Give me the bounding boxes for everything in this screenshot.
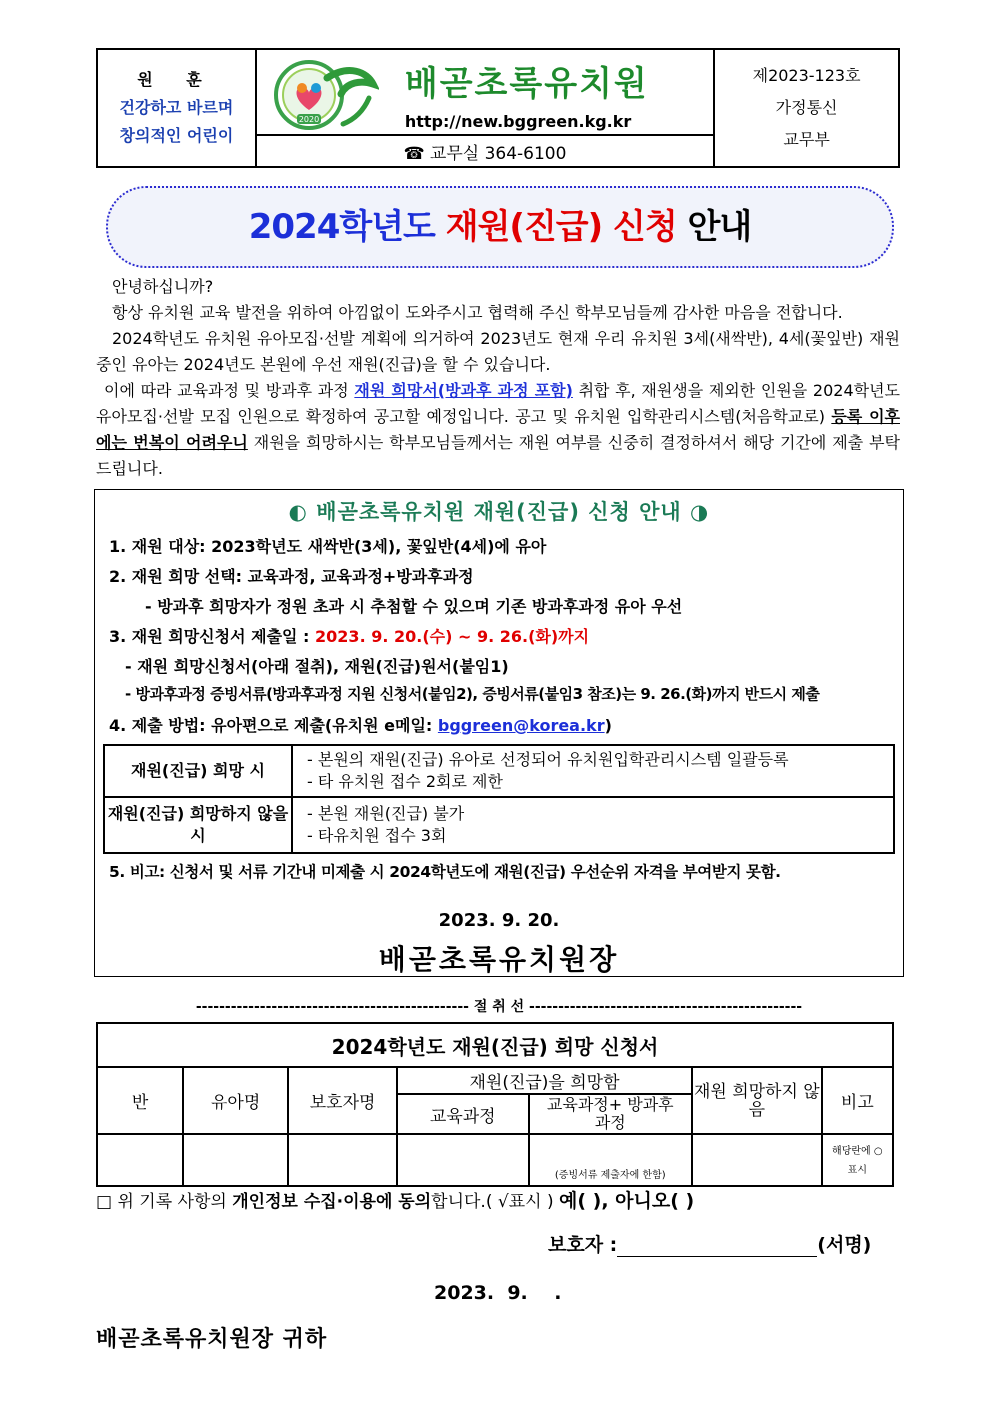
col-note: 비고 [822,1067,893,1134]
title-year: 2024학년도 [248,207,446,247]
guide-item-2-sub: - 방과후 희망자가 정원 초과 시 추첨할 수 있으며 기존 방과후과정 유아 우선 [145,597,683,616]
intro-procedure-highlight: 재원 희망서(방과후 과정 포함) [354,381,573,400]
phone-cell [256,135,714,167]
guide-item-3-sub2: - 방과후과정 증빙서류(방과후과정 지원 신청서(붙임2), 증빙서류(붙임3 참조)는 9. 26.(화)까지 반드시 제출 [125,685,820,703]
intro-text [96,274,900,482]
option-row [104,797,894,853]
department: 교무부 [783,130,830,149]
option-desc-line: - 본원 재원(진급) 불가 [307,804,465,823]
option-desc-line: - 타유치원 접수 3회 [307,826,447,845]
option-label: 재원(진급) 희망하지 않을 시 [104,797,292,853]
school-cell [256,49,714,135]
intro-procedure-warning: 등록 이후에는 번복이 어려우니 [96,407,900,452]
guide-date: 2023. 9. 20. [438,910,560,931]
intro-procedure-c: 취합 후, 재원생을 제외한 인원을 2024학년도 유아모집·선발 모집 인원으로 확정하여 공고할 예정입니다. 공고 및 유치원 입학관리시스템(처음학교로) [96,381,901,426]
guide-item-4 [109,713,612,736]
school-name: 배곧초록유치원 [404,64,649,104]
consent-line [96,1186,694,1213]
option-desc [292,745,894,797]
cell-note [822,1134,893,1186]
consent-text-2: 개인정보 수집·이용에 동의 [232,1192,432,1212]
guide-item-1: 1. 재원 대상: 2023학년도 새싹반(3세), 꽃잎반(4세)에 유아 [109,537,547,556]
cell-not-want[interactable] [692,1134,822,1186]
guardian-sign-suffix: (서명) [817,1234,872,1256]
col-class: 반 [97,1067,183,1134]
col-edu-after: 교육과정+ 방과후과정 [529,1094,692,1134]
guardian-sign-line [548,1230,871,1257]
form-date: 2023. 9. . [434,1282,562,1304]
guide-signature: 배곧초록유치원장 [378,943,620,976]
intro-eligibility: 2024학년도 유치원 유아모집·선발 계획에 의거하여 2023년도 현재 우리 유치원 3세(새싹반), 4세(꽃잎반) 재원 중인 유아는 2024년도 본원에 우선 재원(진급)을 할 수 있습니다. [96,329,900,374]
guide-item-3-label: 3. 재원 희망신청서 제출일 : [109,627,316,646]
consent-text-3: 합니다.( √표시 ) [431,1192,559,1212]
cell-note-hint: 해당란에 ○표시 [832,1146,883,1176]
motto-line2: 창의적인 어린이 [119,126,234,145]
guide-item-4-label: 4. 제출 방법: 유아편으로 제출(유치원 e메일: [109,716,438,735]
doc-number: 제2023-123호 [752,66,861,85]
guide-item-3-date: 2023. 9. 20.(수) ~ 9. 26.(화)까지 [315,627,590,646]
phone-icon: ☎ [403,143,425,164]
form-title: 2024학년도 재원(진급) 희망 신청서 [97,1023,893,1067]
cell-edu-after[interactable] [529,1134,692,1186]
consent-text-1: 위 기록 사항의 [112,1192,233,1212]
doc-type: 가정통신 [775,98,838,117]
guide-email-link[interactable]: bggreen@korea.kr [437,716,605,735]
cell-class[interactable] [97,1134,183,1186]
guardian-label: 보호자 : [548,1234,618,1256]
option-label: 재원(진급) 희망 시 [104,745,292,797]
guide-item-4-end: ) [604,716,612,735]
option-table [103,744,895,854]
option-desc-line: - 본원의 재원(진급) 유아로 선정되어 유치원입학관리시스템 일괄등록 [307,750,789,769]
addressee: 배곧초록유치원장 귀하 [96,1327,328,1352]
logo-emblem-icon [269,58,379,132]
intro-procedure-e: 재원을 희망하시는 학부모님들께서는 재원 여부를 신중히 결정하셔서 해당 기간에 제출 부탁드립니다. [96,433,900,478]
option-row [104,745,894,797]
motto-line1: 건강하고 바르며 [119,98,234,117]
guide-item-2: 2. 재원 희망 선택: 교육과정, 교육과정+방과후과정 [109,567,474,586]
guardian-signature-field[interactable] [617,1238,817,1257]
intro-procedure-a: 이에 따라 교육과정 및 방과후 과정 [104,381,355,400]
title-end: 안내 [676,207,752,247]
guide-item-3 [109,624,589,647]
col-not-want: 재원 희망하지 않음 [692,1067,822,1134]
school-logo [269,58,379,132]
guide-title: ◐ 배곧초록유치원 재원(진급) 신청 안내 ◑ [288,500,710,524]
school-url[interactable]: http://new.bggreen.kg.kr [404,112,632,131]
guide-box [94,489,904,977]
guide-item-3-sub1: - 재원 희망신청서(아래 절취), 재원(진급)원서(붙임1) [125,657,509,676]
option-desc [292,797,894,853]
intro-procedure [96,378,900,482]
title-highlight: 재원(진급) 신청 [445,207,677,247]
school-phone: 교무실 364-6100 [429,143,567,164]
cell-edu[interactable] [397,1134,529,1186]
consent-yes-no[interactable]: 예( ), 아니오( ) [558,1190,695,1212]
col-edu: 교육과정 [397,1094,529,1134]
cell-edu-after-hint: (증빙서류 제출자에 한함) [554,1170,666,1181]
motto-title: 원 훈 [137,70,216,89]
cell-child-name[interactable] [183,1134,288,1186]
doc-info-cell [714,49,899,167]
logo-year: 2020 [298,115,320,124]
header-table [96,48,900,168]
intro-greeting: 안녕하십니까? [112,277,214,296]
motto-cell [97,49,256,167]
consent-checkbox[interactable]: □ [96,1192,113,1212]
col-want: 재원(진급)을 희망함 [397,1067,692,1094]
col-guardian-name: 보호자명 [288,1067,397,1134]
option-desc-line: - 타 유치원 접수 2회로 제한 [307,772,503,791]
application-form [96,1022,894,1187]
cell-guardian-name[interactable] [288,1134,397,1186]
notice-title-box [106,186,894,268]
intro-thanks: 항상 유치원 교육 발전을 위하여 아낌없이 도와주시고 협력해 주신 학부모님들께 감사한 마음을 전합니다. [112,303,843,322]
cut-line: ----------------------------------------------- 절 취 선 ----------------------------------------------- [195,999,803,1015]
col-child-name: 유아명 [183,1067,288,1134]
guide-item-5: 5. 비고: 신청서 및 서류 기간내 미제출 시 2024학년도에 재원(진급) 우선순위 자격을 부여받지 못함. [109,863,781,881]
